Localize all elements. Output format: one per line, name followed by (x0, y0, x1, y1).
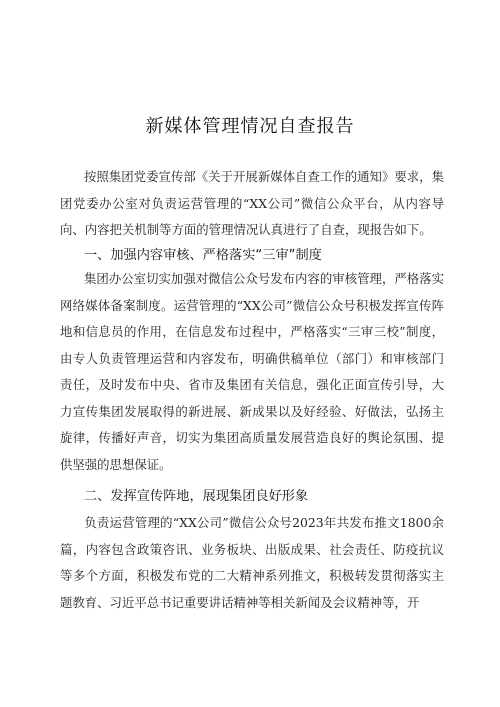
paragraph-section-1 (60, 266, 444, 478)
paragraph-section-2 (60, 510, 444, 616)
paragraph-section-1-text: 集团办公室切实加强对微信公众号发布内容的审核管理，严格落实网络媒体备案制度。运营管理的“XX公司”微信公众号积极发挥宣传阵地和信息员的作用，在信息发布过程中，严格落实“三审三校”制度，由专人负责管理运营和内容发布，明确供稿单位（部门）和审核部门责任，及时发布中央、省市及集团有关信息，强化正面宣传引导，大力宣传集团发展取得的新进展、新成果以及好经验、好做法，弘扬主旋律，传播好声音，切实为集团高质量发展营造良好的舆论氛围、提供坚强的思想保证。 (60, 271, 444, 472)
section-heading-2: 二、发挥宣传阵地，展现集团良好形象 (84, 489, 309, 504)
section-heading-1: 一、加强内容审核、严格落实“三审”制度 (84, 248, 322, 263)
paragraph-intro-text: 按照集团党委宣传部《关于开展新媒体自查工作的通知》要求，集团党委办公室对负责运营管理的“XX公司”微信公众平台，从内容导向、内容把关机制等方面的管理情况认真进行了自查，现报告如下。 (60, 169, 444, 237)
paragraph-intro (60, 164, 444, 244)
paragraph-section-2-text: 负责运营管理的“XX公司”微信公众号2023年共发布推文1800余篇，内容包含政策咨讯、业务板块、出版成果、社会责任、防疫抗议等多个方面，积极发布党的二大精神系列推文，积极转发贯彻落实主题教育、习近平总书记重要讲话精神等相关新闻及会议精神等，开 (60, 515, 444, 610)
page-title: 新媒体管理情况自查报告 (145, 116, 355, 137)
